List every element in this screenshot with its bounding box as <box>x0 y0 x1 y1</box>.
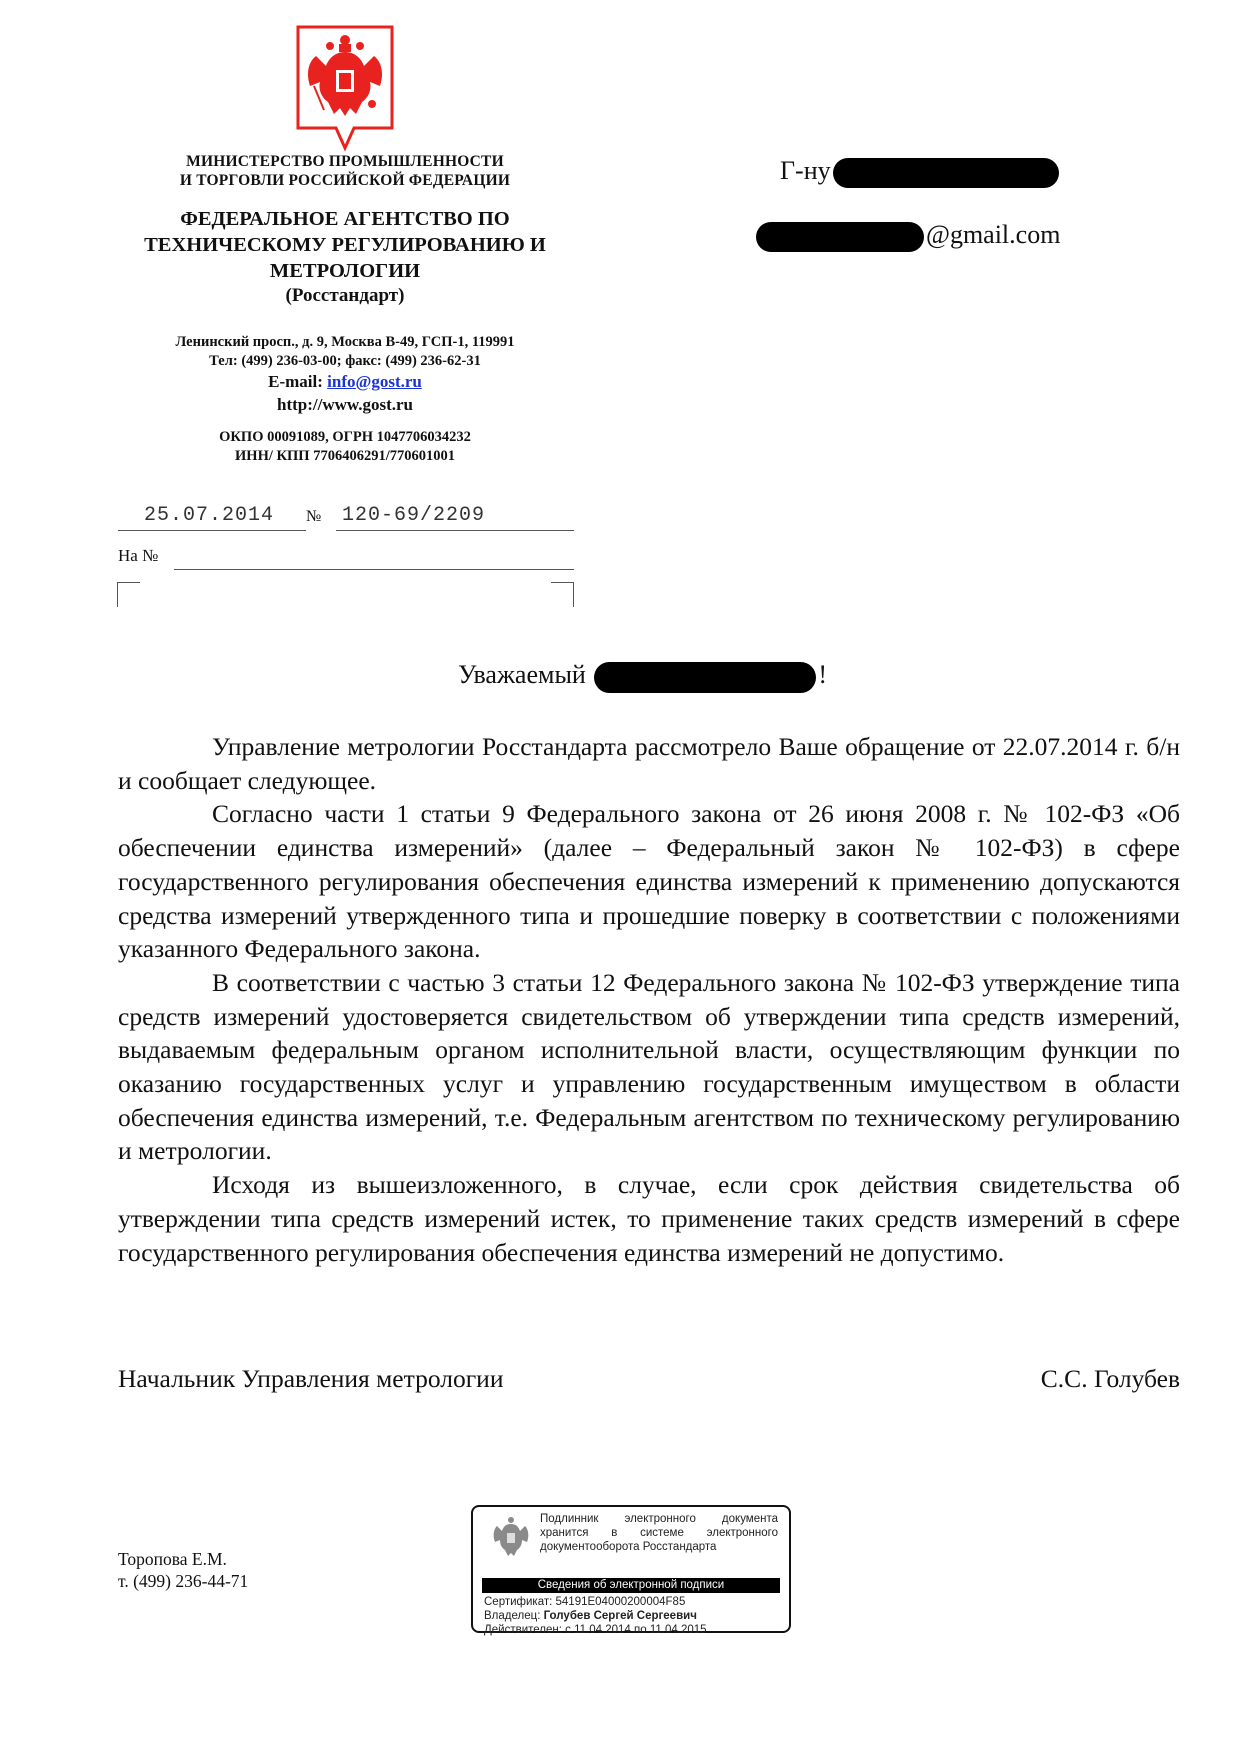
agency-address: Ленинский просп., д. 9, Москва В-49, ГСП-1, 119991 <box>175 334 515 350</box>
agency-contacts <box>110 333 580 371</box>
paragraph: В соответствии с частью 3 статьи 12 Федерального закона № 102-ФЗ утверждение типа средств измерений удостоверяется свидетельством об утверждении типа средств измерений, выдаваемым федеральным органом исполнительной власти, осуществляющим функции по оказанию государственных услуг и управлению государственным имуществом в области обеспечения единства измерений, т.е. Федеральным агентством по техническому регулированию и метрологии. <box>118 967 1180 1166</box>
redacted-email-user <box>756 222 924 252</box>
addressee-email: @gmail.com <box>756 220 1060 252</box>
outgoing-date: 25.07.2014 <box>118 504 306 531</box>
paragraph: Исходя из вышеизложенного, в случае, если срок действия свидетельства об утверждении типа средств измерений истек, то применение таких средств измерений в сфере государственного регулирования обеспечения единства измерений не допустимо. <box>118 1170 1180 1267</box>
reply-to-label: На № <box>118 546 159 565</box>
coat-of-arms-icon <box>491 1515 531 1559</box>
ministry-name: МИНИСТЕРСТВО ПРОМЫШЛЕННОСТИ И ТОРГОВЛИ РОССИЙСКОЙ ФЕДЕРАЦИИ <box>179 153 511 189</box>
agency-registration-ids: ОКПО 00091089, ОГРН 1047706034232 ИНН/ КПП 7706406291/770601001 <box>219 429 471 464</box>
original-storage-note: Подлинник электронного документа хранится в системе электронного документооборота Росстандарта <box>540 1513 778 1553</box>
signature-details <box>484 1595 707 1637</box>
agency-email-link[interactable]: info@gost.ru <box>327 372 422 391</box>
signatory-name: С.С. Голубев <box>1040 1364 1180 1393</box>
executor-phone: т. (499) 236-44-71 <box>118 1571 249 1591</box>
salutation: Уважаемый ! <box>458 660 827 693</box>
signature-info-header: Сведения об электронной подписи <box>482 1578 780 1593</box>
validity-line: Действителен: с 11.04.2014 по 11.04.2015 <box>484 1624 707 1636</box>
executor-name: Торопова Е.М. <box>118 1549 227 1569</box>
owner-line: Владелец: Голубев Сергей Сергеевич <box>484 1610 697 1622</box>
letter-body <box>118 730 1180 1269</box>
agency-phones: Тел: (499) 236-03-00; факс: (499) 236-62-31 <box>209 353 481 369</box>
paragraph: Согласно части 1 статьи 9 Федерального закона от 26 июня 2008 г. № 102-ФЗ «Об обеспечении единства измерений» (далее – Федеральный закон № 102-ФЗ) в сфере государственного регулирования обеспечения единства измерений к применению допускаются средства измерений утвержденного типа и прошедшие поверку в соответствии с положениями указанного Федерального закона. <box>118 799 1180 964</box>
certificate-line: Сертификат: 54191E04000200004F85 <box>484 1596 686 1608</box>
redacted-name <box>833 158 1059 188</box>
corner-bracket-left <box>117 582 140 607</box>
agency-website: http://www.gost.ru <box>276 395 413 414</box>
reply-to-field <box>174 568 574 570</box>
electronic-signature-stamp <box>471 1505 791 1636</box>
outgoing-number: 120-69/2209 <box>336 504 574 531</box>
redacted-salutation-name <box>594 662 816 693</box>
agency-name: ФЕДЕРАЛЬНОЕ АГЕНТСТВО ПО ТЕХНИЧЕСКОМУ РЕГУЛИРОВАНИЮ И МЕТРОЛОГИИ <box>144 208 546 282</box>
signatory-title: Начальник Управления метрологии <box>118 1364 504 1393</box>
paragraph: Управление метрологии Росстандарта рассмотрело Ваше обращение от 22.07.2014 г. б/н и сообщает следующее. <box>118 732 1180 795</box>
corner-bracket-right <box>551 582 574 607</box>
executor-info <box>118 1548 248 1592</box>
agency-short-name: (Росстандарт) <box>285 285 405 306</box>
signature-block <box>118 1364 1180 1394</box>
coat-of-arms-icon <box>294 24 396 152</box>
agency-email-line: E-mail: info@gost.ru <box>268 372 422 391</box>
addressee-name: Г-ну <box>780 156 1059 188</box>
number-sign: № <box>306 508 322 525</box>
